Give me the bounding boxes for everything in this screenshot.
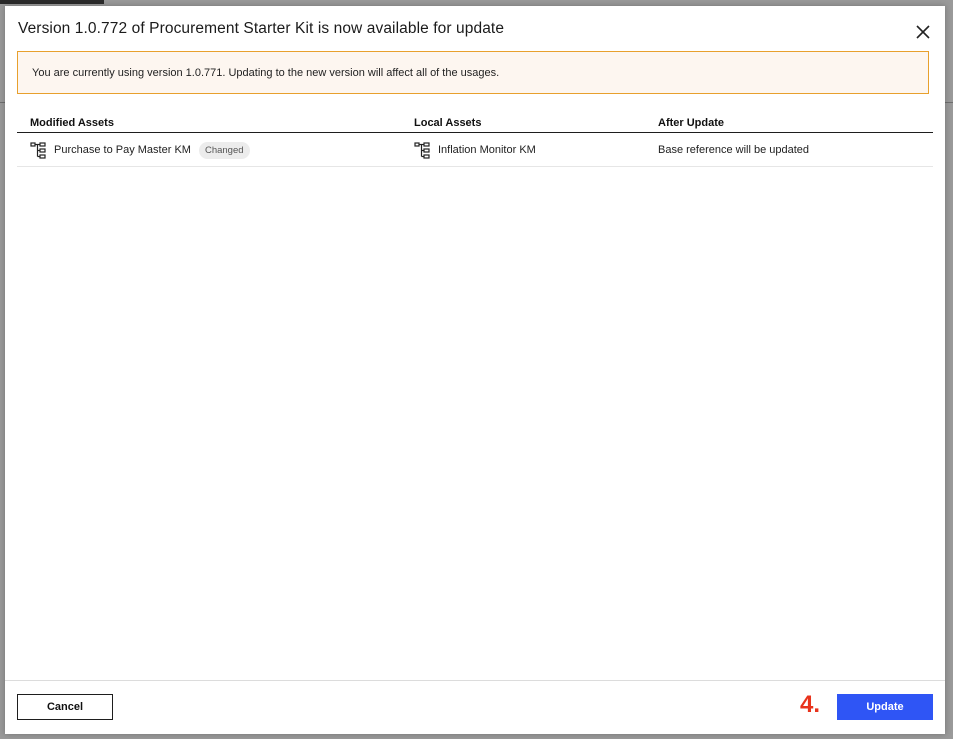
step-annotation: 4. xyxy=(800,691,821,718)
changed-badge: Changed xyxy=(199,142,250,159)
modified-asset-name: Purchase to Pay Master KM xyxy=(54,144,191,156)
local-asset-name: Inflation Monitor KM xyxy=(438,144,536,156)
footer-divider xyxy=(5,680,945,681)
dialog-title: Version 1.0.772 of Procurement Starter Kit is now available for update xyxy=(18,20,505,37)
notice-text: You are currently using version 1.0.771. Updating to the new version will affect all of the usages. xyxy=(32,66,500,79)
knowledge-model-icon xyxy=(30,141,48,159)
header-local-assets: Local Assets xyxy=(414,117,482,129)
version-notice-banner xyxy=(17,51,929,94)
after-update-text: Base reference will be updated xyxy=(658,144,810,156)
knowledge-model-icon xyxy=(414,141,432,159)
update-button[interactable]: Update xyxy=(837,694,933,720)
close-icon xyxy=(916,25,930,39)
update-dialog xyxy=(5,6,945,734)
header-after-update: After Update xyxy=(658,117,725,129)
cancel-button[interactable]: Cancel xyxy=(17,694,113,720)
after-update-cell xyxy=(658,133,809,167)
header-modified-assets: Modified Assets xyxy=(30,117,114,129)
table-row xyxy=(17,133,933,167)
assets-table xyxy=(17,110,933,167)
modified-asset-cell xyxy=(30,133,250,167)
background-tab-indicator xyxy=(0,0,104,4)
local-asset-cell xyxy=(414,133,536,167)
table-header xyxy=(17,110,933,133)
close-button[interactable] xyxy=(912,21,934,43)
